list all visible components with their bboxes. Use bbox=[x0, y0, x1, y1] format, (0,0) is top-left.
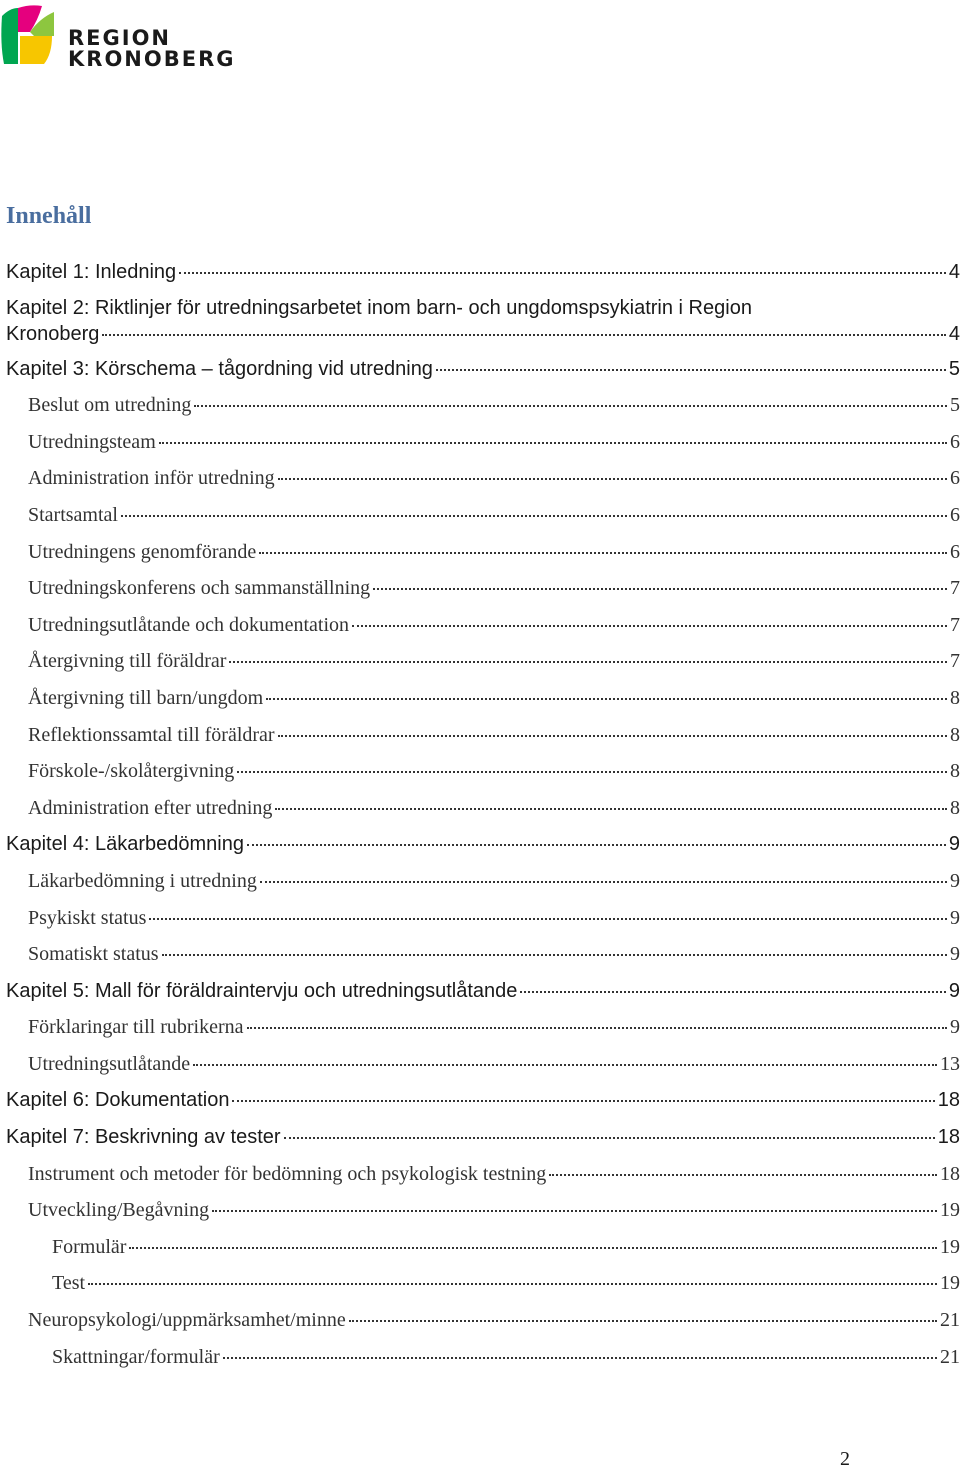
region-kronoberg-logo bbox=[0, 4, 235, 70]
toc-page-number: 8 bbox=[950, 686, 960, 709]
toc-leader-dots bbox=[88, 1283, 937, 1285]
toc-leader-dots bbox=[260, 881, 947, 883]
toc-heading: Innehåll bbox=[6, 203, 92, 229]
toc-page-number: 5 bbox=[950, 394, 960, 417]
toc-page-number: 18 bbox=[940, 1162, 960, 1185]
toc-entry[interactable] bbox=[6, 1156, 960, 1193]
toc-entry[interactable] bbox=[6, 534, 960, 571]
toc-leader-dots bbox=[194, 405, 947, 407]
toc-entry-title: Förklaringar till rubrikerna bbox=[28, 1016, 244, 1039]
toc-leader-dots bbox=[275, 808, 947, 810]
toc-page-number: 18 bbox=[937, 1089, 960, 1112]
toc-page-number: 5 bbox=[948, 357, 960, 380]
toc-page-number: 7 bbox=[950, 577, 960, 600]
toc-leader-dots bbox=[549, 1174, 937, 1176]
toc-leader-dots bbox=[520, 991, 945, 993]
toc-entry[interactable] bbox=[6, 291, 960, 351]
toc-page-number: 21 bbox=[940, 1345, 960, 1368]
toc-entry-title: Utredningsutlåtande och dokumentation bbox=[28, 613, 350, 636]
toc-entry-title: Kapitel 1: Inledning bbox=[6, 261, 177, 283]
toc-entry-title: Kapitel 2: Riktlinjer för utredningsarbetet inom barn- och ungdomspsykiatrin i Region bbox=[6, 296, 752, 319]
toc-leader-dots bbox=[121, 515, 947, 517]
toc-page-number: 8 bbox=[950, 760, 960, 783]
toc-page-number: 19 bbox=[940, 1272, 960, 1295]
toc-entry[interactable] bbox=[6, 607, 960, 644]
toc-entry-title: Psykiskt status bbox=[28, 906, 147, 929]
toc-entry-title: Reflektionssamtal till föräldrar bbox=[28, 723, 275, 746]
toc-page-number: 18 bbox=[937, 1126, 960, 1149]
toc-page-number: 9 bbox=[950, 943, 960, 966]
toc-entry[interactable] bbox=[6, 717, 960, 754]
toc-entry-title-continued: Kronoberg bbox=[6, 322, 100, 345]
toc-page-number: 8 bbox=[950, 723, 960, 746]
toc-entry[interactable] bbox=[6, 570, 960, 607]
toc-entry-title: Somatiskt status bbox=[28, 943, 159, 966]
toc-entry-title: Kapitel 5: Mall för föräldraintervju och utredningsutlåtande bbox=[6, 979, 518, 1002]
toc-entry-title: Formulär bbox=[52, 1235, 127, 1258]
toc-leader-dots bbox=[232, 1100, 934, 1102]
toc-leader-dots bbox=[436, 369, 946, 371]
toc-entry[interactable] bbox=[6, 863, 960, 900]
toc-entry[interactable] bbox=[6, 1009, 960, 1046]
toc-page-number: 6 bbox=[950, 430, 960, 453]
toc-page-number: 9 bbox=[950, 906, 960, 929]
page-number: 2 bbox=[840, 1448, 850, 1470]
toc-page-number: 6 bbox=[950, 467, 960, 490]
toc-leader-dots bbox=[259, 552, 947, 554]
toc-entry-title: Återgivning till föräldrar bbox=[28, 650, 227, 673]
toc-entry[interactable] bbox=[6, 1229, 960, 1266]
toc-entry-title: Administration efter utredning bbox=[28, 796, 273, 819]
toc-entry[interactable] bbox=[6, 643, 960, 680]
toc-entry[interactable] bbox=[6, 497, 960, 534]
toc-entry[interactable] bbox=[6, 387, 960, 424]
toc-entry-title: Kapitel 3: Körschema – tågordning vid utredning bbox=[6, 357, 433, 380]
toc-leader-dots bbox=[284, 1137, 935, 1139]
toc-page-number: 8 bbox=[950, 796, 960, 819]
toc-entry-title: Förskole-/skolåtergivning bbox=[28, 760, 235, 783]
toc-page-number: 21 bbox=[940, 1309, 960, 1332]
toc-entry-title: Utredningskonferens och sammanställning bbox=[28, 577, 371, 600]
toc-leader-dots bbox=[278, 735, 947, 737]
toc-entry[interactable] bbox=[6, 254, 960, 291]
toc-entry[interactable] bbox=[6, 424, 960, 461]
toc-entry-title: Test bbox=[52, 1272, 86, 1295]
toc-entry[interactable] bbox=[6, 753, 960, 790]
toc-leader-dots bbox=[149, 918, 947, 920]
toc-leader-dots bbox=[179, 272, 946, 274]
toc-entry-title: Instrument och metoder för bedömning och psykologisk testning bbox=[28, 1162, 547, 1185]
toc-page-number: 9 bbox=[948, 979, 960, 1002]
toc-page-number: 19 bbox=[940, 1199, 960, 1222]
toc-entry-title: Utveckling/Begåvning bbox=[28, 1199, 210, 1222]
toc-leader-dots bbox=[237, 771, 947, 773]
toc-page-number: 4 bbox=[948, 322, 960, 345]
logo-mark-icon bbox=[0, 4, 56, 64]
toc-entry[interactable] bbox=[6, 351, 960, 388]
toc-entry-title: Skattningar/formulär bbox=[52, 1345, 220, 1368]
toc-leader-dots bbox=[102, 334, 945, 336]
toc-entry[interactable] bbox=[6, 1082, 960, 1119]
toc-entry[interactable] bbox=[6, 1046, 960, 1083]
toc-entry[interactable] bbox=[6, 790, 960, 827]
toc-page-number: 9 bbox=[948, 833, 960, 856]
toc-entry-title: Beslut om utredning bbox=[28, 394, 192, 417]
toc-entry[interactable] bbox=[6, 1302, 960, 1339]
toc-entry-title: Neuropsykologi/uppmärksamhet/minne bbox=[28, 1309, 346, 1332]
logo-line-kronoberg: KRONOBERG bbox=[68, 47, 236, 71]
toc-leader-dots bbox=[373, 588, 947, 590]
toc-entry-title: Kapitel 4: Läkarbedömning bbox=[6, 833, 244, 856]
toc-entry-title: Kapitel 6: Dokumentation bbox=[6, 1089, 230, 1112]
logo-text bbox=[68, 28, 235, 70]
toc-leader-dots bbox=[247, 1027, 948, 1029]
toc-page-number: 4 bbox=[948, 261, 960, 283]
toc-page-number: 7 bbox=[950, 613, 960, 636]
toc-page-number: 19 bbox=[940, 1235, 960, 1258]
toc-entry[interactable] bbox=[6, 936, 960, 973]
toc-entry[interactable] bbox=[6, 900, 960, 937]
toc-page-number: 13 bbox=[940, 1052, 960, 1075]
toc-page-number: 7 bbox=[950, 650, 960, 673]
toc-leader-dots bbox=[223, 1357, 937, 1359]
logo-line-region: REGION bbox=[68, 26, 171, 50]
toc-leader-dots bbox=[349, 1320, 937, 1322]
toc-entry[interactable] bbox=[6, 826, 960, 863]
toc-entry-title: Administration inför utredning bbox=[28, 467, 275, 490]
toc-page-number: 6 bbox=[950, 503, 960, 526]
toc-entry[interactable] bbox=[6, 1339, 960, 1376]
toc-leader-dots bbox=[212, 1210, 937, 1212]
toc-entry-title: Utredningsutlåtande bbox=[28, 1052, 191, 1075]
toc-page-number: 6 bbox=[950, 540, 960, 563]
toc-leader-dots bbox=[266, 698, 947, 700]
toc-entry[interactable] bbox=[6, 1119, 960, 1156]
toc-entry-title: Utredningens genomförande bbox=[28, 540, 257, 563]
toc-leader-dots bbox=[247, 844, 946, 846]
toc-entry[interactable] bbox=[6, 1192, 960, 1229]
toc-page-number: 9 bbox=[950, 869, 960, 892]
toc-entry[interactable] bbox=[6, 460, 960, 497]
toc-entry-title: Utredningsteam bbox=[28, 430, 156, 453]
toc-entry[interactable] bbox=[6, 680, 960, 717]
toc-leader-dots bbox=[162, 954, 947, 956]
toc-entry-title: Startsamtal bbox=[28, 503, 118, 526]
toc-leader-dots bbox=[278, 478, 947, 480]
toc-entry-title: Återgivning till barn/ungdom bbox=[28, 686, 264, 709]
toc-leader-dots bbox=[229, 661, 947, 663]
toc-leader-dots bbox=[193, 1064, 937, 1066]
toc-entry-title: Kapitel 7: Beskrivning av tester bbox=[6, 1126, 281, 1149]
toc-entry[interactable] bbox=[6, 973, 960, 1010]
toc-page-number: 9 bbox=[950, 1016, 960, 1039]
toc-leader-dots bbox=[352, 625, 947, 627]
toc-leader-dots bbox=[159, 442, 947, 444]
toc-leader-dots bbox=[129, 1247, 937, 1249]
table-of-contents bbox=[6, 254, 960, 1375]
toc-entry-title: Läkarbedömning i utredning bbox=[28, 869, 257, 892]
toc-entry[interactable] bbox=[6, 1265, 960, 1302]
